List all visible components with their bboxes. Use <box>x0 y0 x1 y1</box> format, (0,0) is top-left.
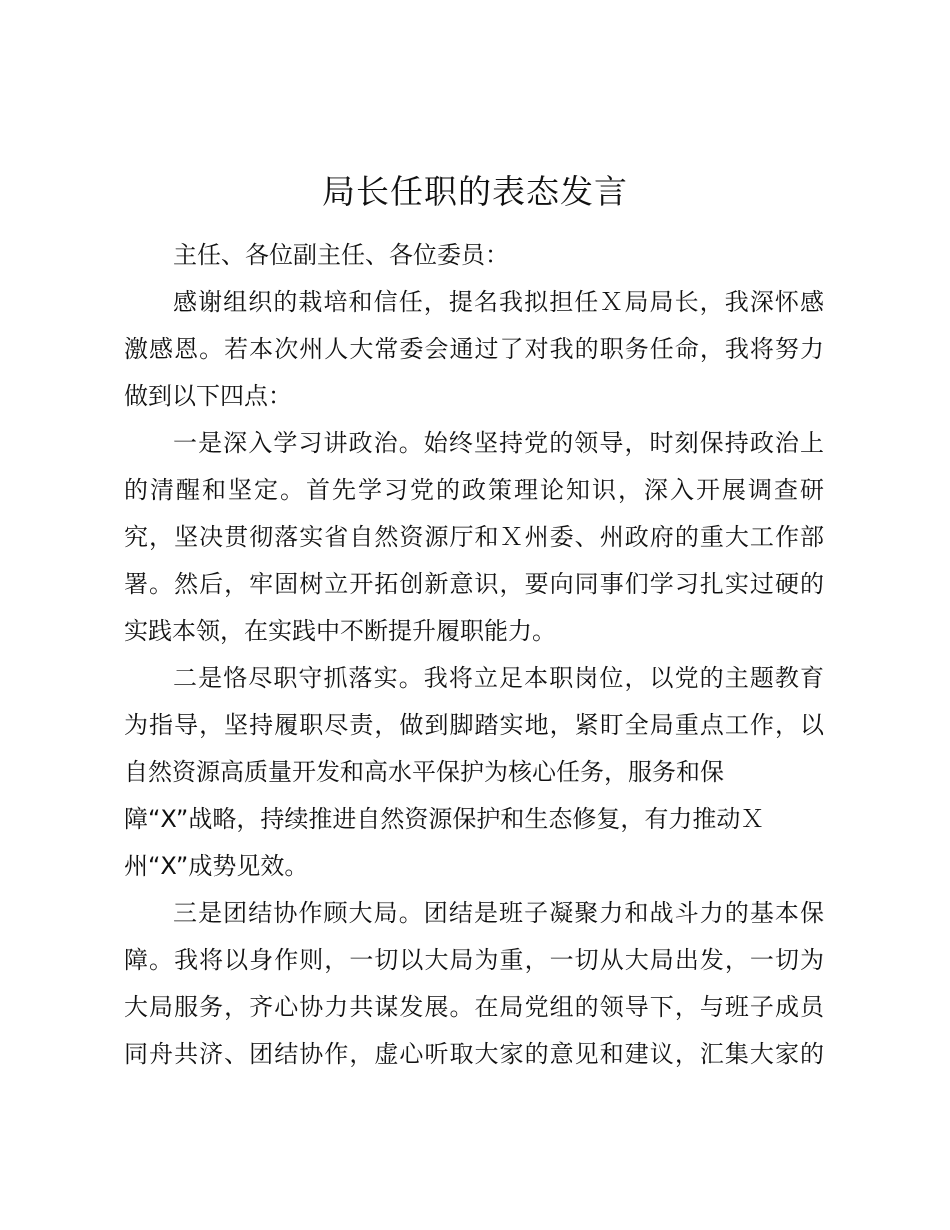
paragraph-three-line-2: 障。我将以身作则，一切以大局为重，一切从大局出发，一切为 <box>124 946 824 974</box>
paragraph-two-line-5: 州“X”成势见效。 <box>124 852 309 880</box>
paragraph-three-line-4: 同舟共济、团结协作，虚心听取大家的意见和建议，汇集大家的 <box>124 1040 824 1068</box>
paragraph-one-line-3: 究，坚决贯彻落实省自然资源厅和Ｘ州委、州政府的重大工作部 <box>124 523 824 551</box>
paragraph-one-line-5: 实践本领，在实践中不断提升履职能力。 <box>124 617 556 645</box>
paragraph-one-line-1: 一是深入学习讲政治。始终坚持党的领导，时刻保持政治上 <box>173 429 824 457</box>
paragraph-intro-line-1: 感谢组织的栽培和信任，提名我拟担任Ｘ局局长，我深怀感 <box>173 288 824 316</box>
paragraph-two-line-3: 自然资源高质量开发和高水平保护为核心任务，服务和保 <box>124 758 724 786</box>
document-title: 局长任职的表态发言 <box>322 172 628 211</box>
paragraph-three-line-1: 三是团结协作顾大局。团结是班子凝聚力和战斗力的基本保 <box>173 899 824 927</box>
paragraph-two-line-1: 二是恪尽职守抓落实。我将立足本职岗位，以党的主题教育 <box>173 664 824 692</box>
document-body <box>124 232 824 1078</box>
paragraph-one-line-2: 的清醒和坚定。首先学习党的政策理论知识，深入开展调查研 <box>124 476 824 504</box>
paragraph-two-line-2: 为指导，坚持履职尽责，做到脚踏实地，紧盯全局重点工作，以 <box>124 711 824 739</box>
paragraph-intro-line-3: 做到以下四点： <box>124 382 292 410</box>
paragraph-three-line-3: 大局服务，齐心协力共谋发展。在局党组的领导下，与班子成员 <box>124 993 824 1021</box>
paragraph-intro-line-2: 激感恩。若本次州人大常委会通过了对我的职务任命，我将努力 <box>124 335 824 363</box>
paragraph-one-line-4: 署。然后，牢固树立开拓创新意识，要向同事们学习扎实过硬的 <box>124 570 824 598</box>
salutation-line: 主任、各位副主任、各位委员： <box>173 241 509 269</box>
paragraph-two-line-4: 障“X”战略，持续推进自然资源保护和生态修复，有力推动Ｘ <box>124 805 765 833</box>
